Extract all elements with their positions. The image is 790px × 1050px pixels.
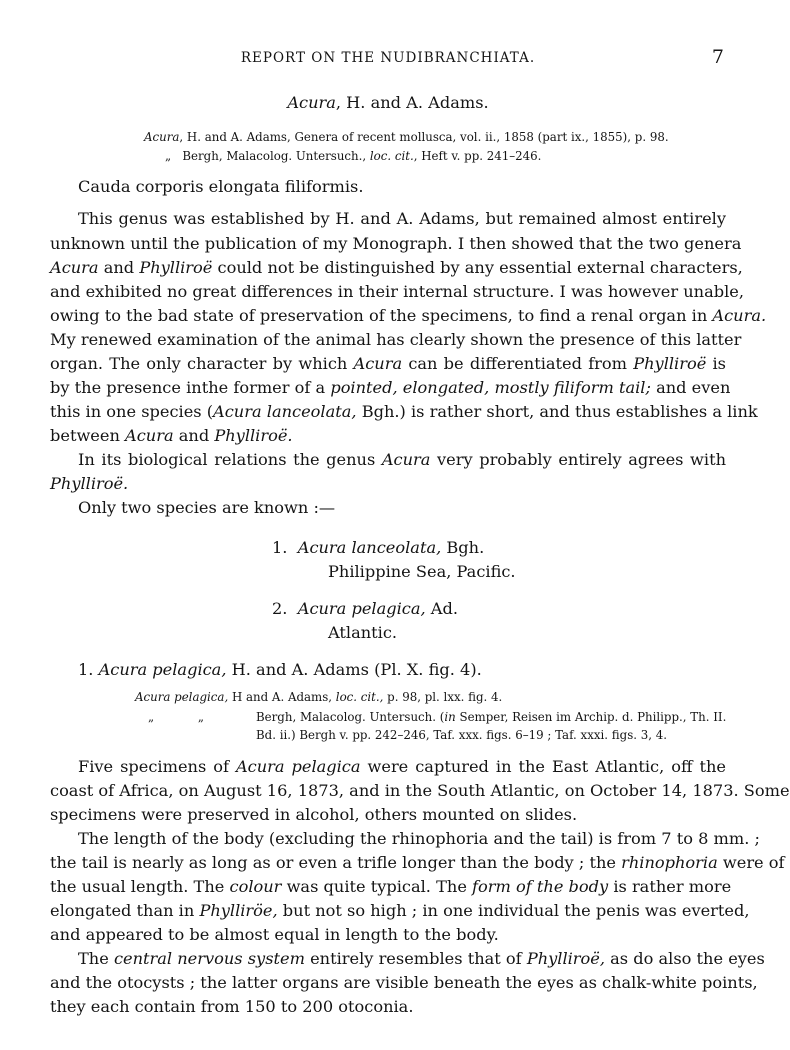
species-list-item: 2. Acura pelagica, Ad.: [272, 599, 458, 618]
text-line: Phylliroë.: [50, 474, 129, 493]
text-line: owing to the bad state of preservation of the specimens, to find a renal organ in Acura.: [50, 306, 767, 325]
text-line: Acura and Phylliroë could not be distinguished by any essential external characters,: [50, 258, 743, 277]
text-line: Five specimens of Acura pelagica were captured in the East Atlantic, off the: [78, 757, 726, 776]
species-locality: Philippine Sea, Pacific.: [328, 562, 516, 581]
genus-synonym: Acura, H. and A. Adams, Genera of recent mollusca, vol. ii., 1858 (part ix., 1855), p. 98.: [144, 130, 669, 144]
page-number: 7: [711, 46, 724, 68]
text-line: and the otocysts ; the latter organs are visible beneath the eyes as chalk-white points,: [50, 973, 758, 992]
text-line: The central nervous system entirely resembles that of Phylliroë, as do also the eyes: [78, 949, 765, 968]
text-line: by the presence inthe former of a pointed, elongated, mostly filiform tail; and even: [50, 378, 731, 397]
text-line: organ. The only character by which Acura can be differentiated from Phylliroë is: [50, 354, 726, 373]
text-line: My renewed examination of the animal has clearly shown the presence of this latter: [50, 330, 742, 349]
species-synonym: Bd. ii.) Bergh v. pp. 242–246, Taf. xxx. figs. 6–19 ; Taf. xxxi. figs. 3, 4.: [256, 728, 668, 742]
species-list-item: 1. Acura lanceolata, Bgh.: [272, 538, 485, 557]
text-line: this in one species (Acura lanceolata, Bgh.) is rather short, and thus establishes a link: [50, 402, 758, 421]
genus-heading: Acura, H. and A. Adams.: [287, 93, 489, 112]
species-synonym: „ „ Bergh, Malacolog. Untersuch. (in Semper, Reisen im Archip. d. Philipp., Th. II.: [148, 710, 727, 724]
species-heading: 1. Acura pelagica, H. and A. Adams (Pl. X. fig. 4).: [78, 660, 482, 679]
species-locality: Atlantic.: [328, 623, 398, 642]
text-line: the usual length. The colour was quite typical. The form of the body is rather more: [50, 877, 732, 896]
text-line: elongated than in Phylliröe, but not so high ; in one individual the penis was everted,: [50, 901, 750, 920]
text-line: The length of the body (excluding the rhinophoria and the tail) is from 7 to 8 mm. ;: [78, 829, 760, 848]
text-line: the tail is nearly as long as or even a trifle longer than the body ; the rhinophoria were of: [50, 853, 785, 872]
text-line: In its biological relations the genus Acura very probably entirely agrees with: [78, 450, 726, 469]
text-line: between Acura and Phylliroë.: [50, 426, 293, 445]
genus-diagnosis: Cauda corporis elongata filiformis.: [78, 177, 364, 196]
running-title: REPORT ON THE NUDIBRANCHIATA.: [240, 50, 536, 66]
species-synonym: Acura pelagica, H and A. Adams, loc. cit., p. 98, pl. lxx. fig. 4.: [135, 690, 503, 704]
text-line: Only two species are known :—: [78, 498, 336, 517]
text-line: and appeared to be almost equal in length to the body.: [50, 925, 499, 944]
text-line: specimens were preserved in alcohol, others mounted on slides.: [50, 805, 578, 824]
text-line: and exhibited no great differences in their internal structure. I was however unable,: [50, 282, 744, 301]
genus-synonym: „ Bergh, Malacolog. Untersuch., loc. cit., Heft v. pp. 241–246.: [165, 149, 542, 163]
text-line: unknown until the publication of my Monograph. I then showed that the two genera: [50, 234, 742, 253]
text-line: This genus was established by H. and A. Adams, but remained almost entirely: [78, 209, 726, 228]
text-line: coast of Africa, on August 16, 1873, and in the South Atlantic, on October 14, 1873. Some: [50, 781, 790, 800]
text-line: they each contain from 150 to 200 otoconia.: [50, 997, 414, 1016]
running-header: [50, 48, 726, 70]
